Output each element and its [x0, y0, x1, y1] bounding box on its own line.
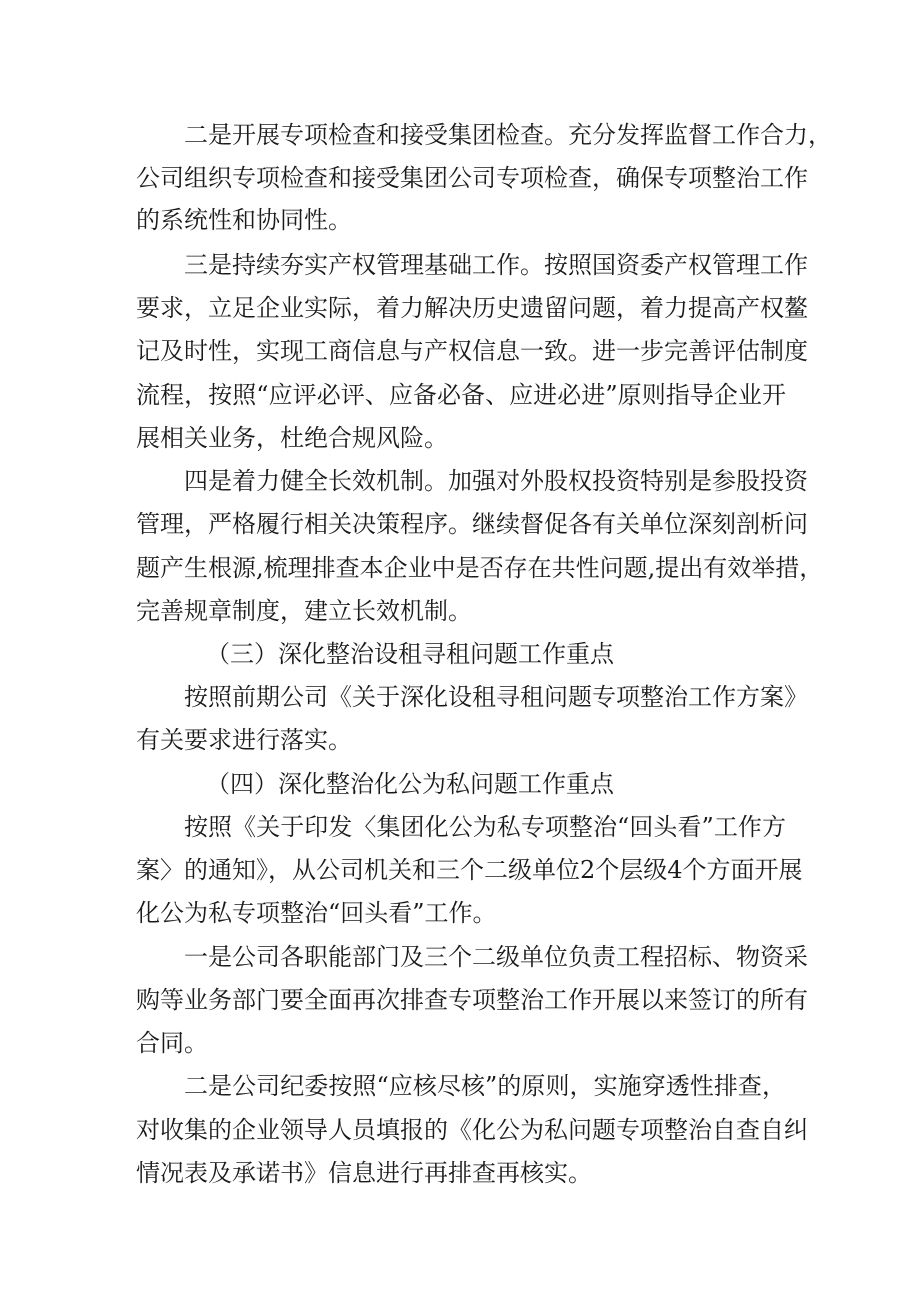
paragraph-line: 化公为私专项整治“回头看”工作。 — [136, 899, 497, 927]
paragraph-line: 记及时性，实现工商信息与产权信息一致。进一步完善评估制度 — [136, 337, 808, 365]
paragraph-line: 题产生根源,梳理排查本企业中是否存在共性问题,提出有效举措， — [136, 554, 824, 582]
paragraph-line: 购等业务部门要全面再次排查专项整治工作开展以来签订的所有 — [136, 986, 808, 1014]
paragraph-line: 四是着力健全长效机制。加强对外股权投资特别是参股投资 — [184, 467, 808, 495]
paragraph-line: 对收集的企业领导人员填报的《化公为私问题专项整治自查自纠 — [136, 1116, 808, 1144]
paragraph-line: 合同。 — [136, 1029, 208, 1057]
paragraph-line: 二是公司纪委按照“应核尽核”的原则，实施穿透性排查， — [184, 1072, 786, 1100]
paragraph-line: 流程，按照“应评必评、应备必备、应进必进”原则指导企业开 — [136, 381, 786, 409]
paragraph-line: 展相关业务，杜绝合规风险。 — [136, 424, 448, 452]
paragraph-line: 情况表及承诺书》信息进行再排查再核实。 — [136, 1159, 592, 1187]
paragraph-line: 要求，立足企业实际，着力解决历史遗留问题，着力提高产权鳌 — [136, 294, 808, 322]
section-heading: （四）深化整治化公为私问题工作重点 — [206, 770, 614, 798]
paragraph-line: 有关要求进行落实。 — [136, 726, 352, 754]
paragraph-line: 二是开展专项检查和接受集团检查。充分发挥监督工作合力， — [184, 121, 832, 149]
paragraph-line: 三是持续夯实产权管理基础工作。按照国资委产权管理工作 — [184, 251, 808, 279]
section-heading: （三）深化整治设租寻租问题工作重点 — [206, 640, 614, 668]
paragraph-line: 按照《关于印发〈集团化公为私专项整治“回头看”工作方 — [184, 813, 786, 841]
paragraph-line: 完善规章制度，建立长效机制。 — [136, 597, 472, 625]
paragraph-line: 的系统性和协同性。 — [136, 206, 352, 234]
paragraph-line: 案〉的通知》，从公司机关和三个二级单位2个层级4个方面开展 — [136, 856, 803, 884]
paragraph-line: 公司组织专项检查和接受集团公司专项检查，确保专项整治工作 — [136, 164, 808, 192]
paragraph-line: 一是公司各职能部门及三个二级单位负责工程招标、物资采 — [184, 943, 808, 971]
paragraph-line: 按照前期公司《关于深化设租寻租问题专项整治工作方案》 — [184, 683, 808, 711]
paragraph-line: 管理，严格履行相关决策程序。继续督促各有关单位深刻剖析问 — [136, 510, 808, 538]
